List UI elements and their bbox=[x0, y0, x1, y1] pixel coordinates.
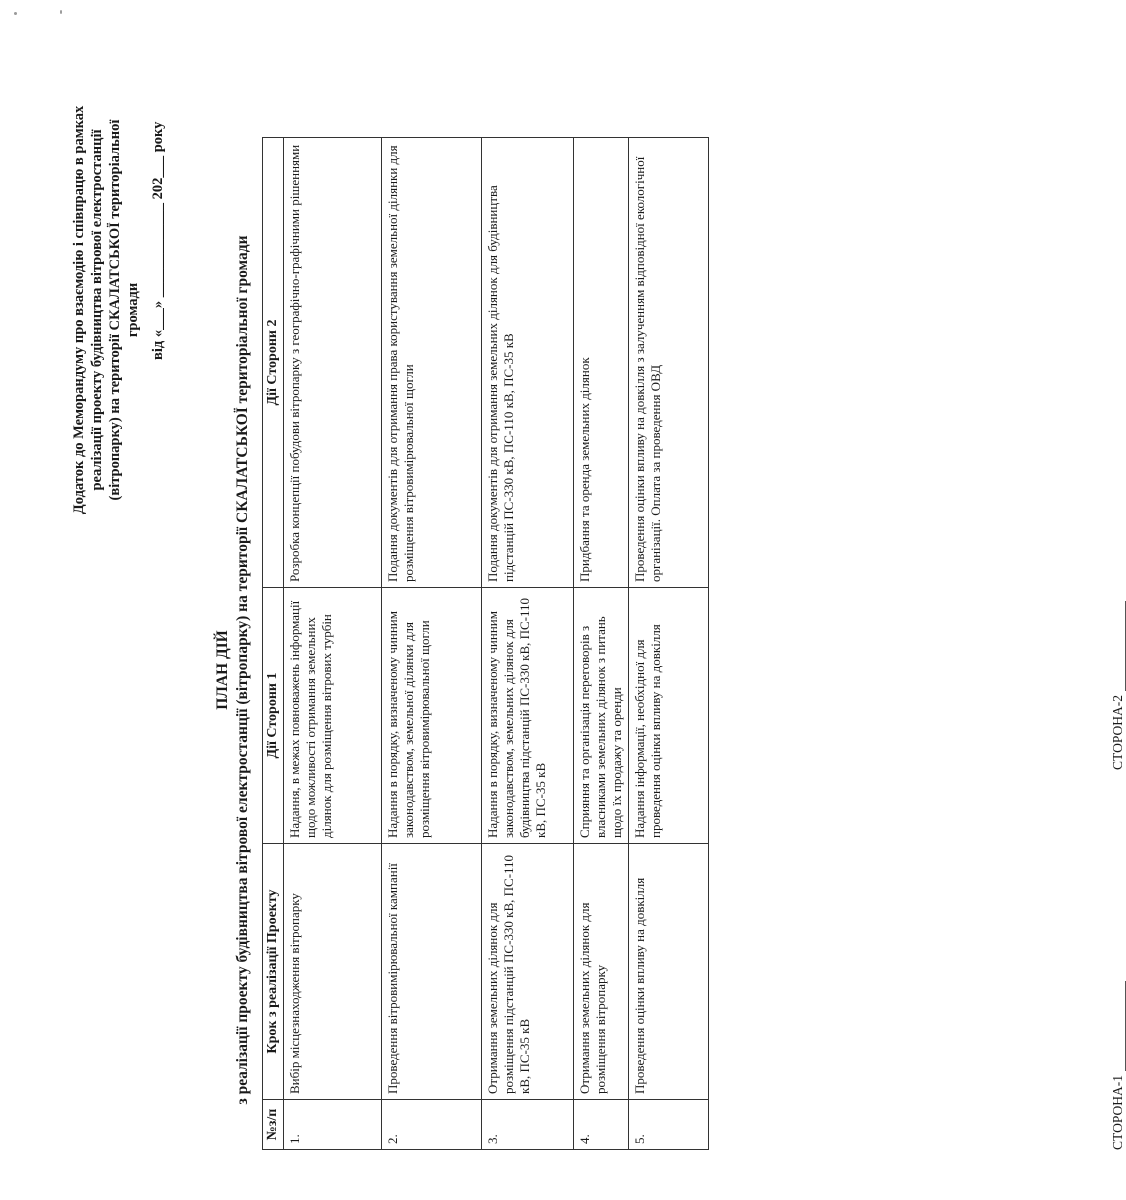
table-header-row bbox=[263, 138, 284, 1150]
signature-line bbox=[1113, 981, 1126, 1071]
signature-line bbox=[1113, 601, 1126, 691]
table-row bbox=[382, 138, 482, 1150]
row-step: Отримання земельних ділянок для розміщення вітропарку bbox=[574, 844, 629, 1100]
row-side1-action: Надання в порядку, визначеному чинним законодавством, земельної ділянки для розміщення вітровимірювальної щогли bbox=[382, 588, 482, 844]
header-line: реалізації проекту будівництва вітрової електростанції bbox=[89, 129, 105, 491]
row-number: 1. bbox=[284, 1100, 382, 1150]
signature-side1-label: СТОРОНА-1 bbox=[1110, 1075, 1125, 1150]
column-header-step: Крок з реалізації Проекту bbox=[263, 844, 284, 1100]
row-side2-action: Подання документів для отримання земельних ділянок для будівництва підстанцій ПС-330 кВ, ПС-110 кВ, ПС-35 кВ bbox=[482, 138, 574, 588]
header-date-line: від «___» _____________ 202___ року bbox=[150, 121, 166, 360]
row-side2-action: Придбання та оренда земельних ділянок bbox=[574, 138, 629, 588]
plan-title: ПЛАН ДІЙ bbox=[214, 630, 231, 710]
signature-side1 bbox=[1110, 981, 1126, 1150]
row-side2-action: Проведення оцінки впливу на довкілля з залученням відповідної екологічної організації. Оплата за проведення ОВД bbox=[629, 138, 709, 588]
row-number: 2. bbox=[382, 1100, 482, 1150]
row-step: Вибір місцезнаходження вітропарку bbox=[284, 844, 382, 1100]
row-side1-action: Надання інформації, необхідної для проведення оцінки впливу на довкілля bbox=[629, 588, 709, 844]
action-plan-table bbox=[262, 137, 709, 1150]
row-step: Отримання земельних ділянок для розміщення підстанцій ПС-330 кВ, ПС-110 кВ, ПС-35 кВ bbox=[482, 844, 574, 1100]
row-step: Проведення вітровимірювальної кампанії bbox=[382, 844, 482, 1100]
signature-side2-label: СТОРОНА-2 bbox=[1110, 695, 1125, 770]
row-side2-action: Подання документів для отримання права користування земельної ділянки для розміщення вітровимірювальної щогли bbox=[382, 138, 482, 588]
row-side1-action: Надання в порядку, визначеному чинним законодавством, земельних ділянок для будівництва підстанцій ПС-330 кВ, ПС-110 кВ, ПС-35 кВ bbox=[482, 588, 574, 844]
row-number: 3. bbox=[482, 1100, 574, 1150]
row-side1-action: Надання, в межах повноважень інформації щодо можливості отримання земельних ділянок для розміщення вітрових турбін bbox=[284, 588, 382, 844]
row-side1-action: Сприяння та організація переговорів з власниками земельних ділянок з питань щодо їх продажу та оренди bbox=[574, 588, 629, 844]
column-header-side1: Дії Сторони 1 bbox=[263, 588, 284, 844]
plan-subtitle: з реалізації проекту будівництва вітрової електростанції (вітропарку) на території СКАЛАТСЬКОЇ територіальної громади bbox=[234, 235, 251, 1105]
signature-side2 bbox=[1110, 601, 1126, 770]
header-line: Додаток до Меморандуму про взаємодію і співпрацю в рамках bbox=[71, 105, 87, 515]
header-line: (вітропарку) на території СКАЛАТСЬКОЇ територіальної bbox=[107, 119, 123, 501]
header-line: громади bbox=[125, 282, 141, 338]
memorandum-annex-header bbox=[70, 60, 142, 560]
plan-title-block bbox=[213, 140, 253, 1200]
row-side2-action: Розробка концепції побудови вітропарку з географічно-графічними рішеннями bbox=[284, 138, 382, 588]
column-header-number: №з/п bbox=[263, 1100, 284, 1150]
row-step: Проведення оцінки впливу на довкілля bbox=[629, 844, 709, 1100]
table-row bbox=[574, 138, 629, 1150]
row-number: 5. bbox=[629, 1100, 709, 1150]
row-number: 4. bbox=[574, 1100, 629, 1150]
table-row bbox=[482, 138, 574, 1150]
table-row bbox=[284, 138, 382, 1150]
table-row bbox=[629, 138, 709, 1150]
column-header-side2: Дії Сторони 2 bbox=[263, 138, 284, 588]
